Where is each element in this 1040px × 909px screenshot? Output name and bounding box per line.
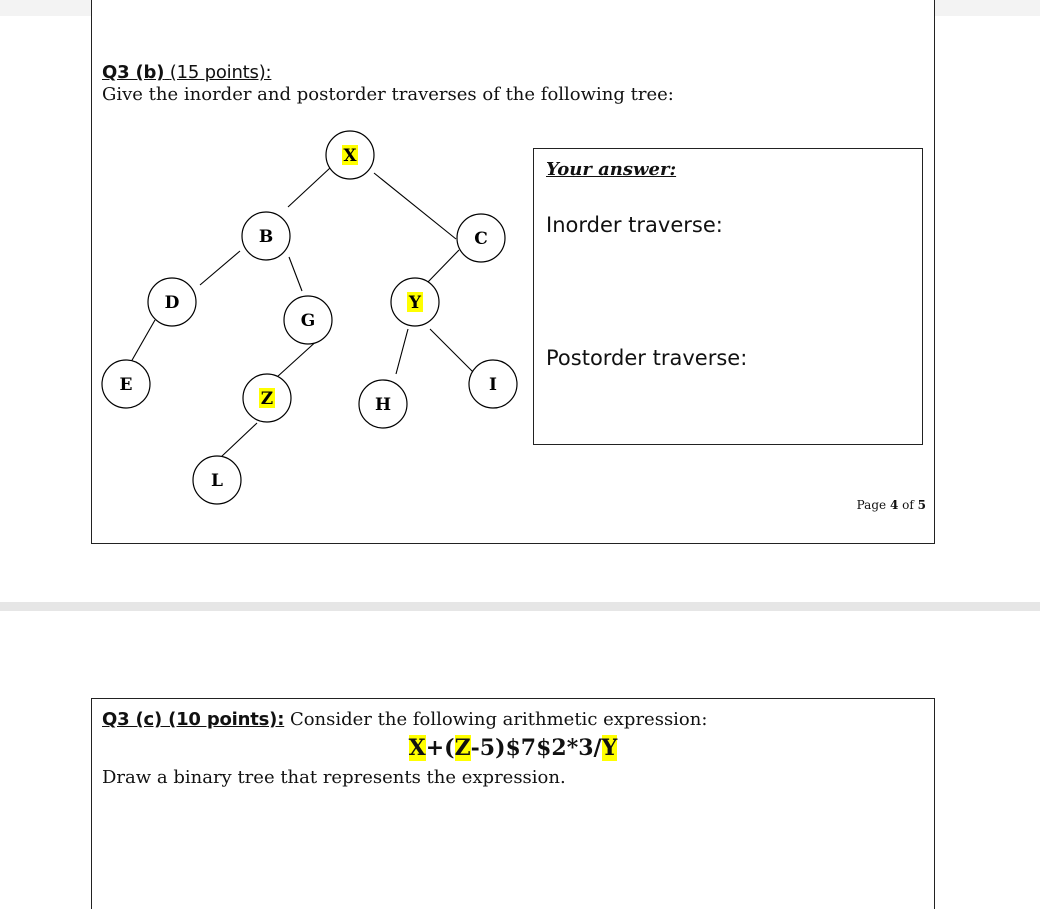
q3c-prompt: Consider the following arithmetic expression: bbox=[289, 709, 708, 730]
edge-y-h bbox=[396, 329, 408, 374]
edge-z-l bbox=[221, 423, 257, 457]
edge-y-i bbox=[430, 329, 476, 375]
tree-node-d bbox=[148, 278, 196, 326]
tree-node-h bbox=[359, 380, 407, 428]
tree-node-e bbox=[102, 360, 150, 408]
svg-text:H: H bbox=[374, 395, 392, 415]
svg-text:X: X bbox=[343, 146, 357, 166]
tree-node-i bbox=[469, 360, 517, 408]
edge-c-y bbox=[427, 250, 459, 283]
answer-box bbox=[533, 148, 923, 445]
page-number: Page 4 of 5 bbox=[856, 498, 926, 512]
svg-text:B: B bbox=[258, 227, 274, 247]
tree-node-x bbox=[326, 131, 374, 179]
edge-x-c bbox=[374, 173, 456, 239]
tree-node-c bbox=[457, 214, 505, 262]
svg-text:E: E bbox=[119, 375, 133, 395]
q3b-heading: Q3 (b) (15 points): bbox=[102, 62, 272, 83]
tree-node-b bbox=[242, 212, 290, 260]
arithmetic-expression: X+(Z-5)$7$2*3/Y bbox=[408, 735, 618, 761]
postorder-label: Postorder traverse: bbox=[546, 346, 748, 370]
tree-node-y bbox=[391, 278, 439, 326]
document-page-5 bbox=[91, 698, 935, 909]
q3b-instruction: Give the inorder and postorder traverses of the following tree: bbox=[102, 84, 674, 105]
svg-text:C: C bbox=[474, 229, 488, 249]
tree-node-g bbox=[284, 296, 332, 344]
inorder-label: Inorder traverse: bbox=[546, 213, 723, 237]
edge-b-d bbox=[200, 251, 240, 285]
svg-text:G: G bbox=[300, 311, 316, 331]
page-separator bbox=[0, 602, 1040, 611]
q3c-heading-line bbox=[102, 709, 707, 730]
svg-text:I: I bbox=[489, 375, 497, 395]
document-page-4 bbox=[91, 0, 935, 544]
q3c-instruction: Draw a binary tree that represents the expression. bbox=[102, 767, 566, 788]
answer-title: Your answer: bbox=[546, 159, 677, 180]
tree-node-z bbox=[243, 374, 291, 422]
svg-text:Z: Z bbox=[260, 389, 274, 409]
tree-node-l bbox=[193, 456, 241, 504]
svg-text:D: D bbox=[164, 293, 180, 313]
svg-text:Y: Y bbox=[408, 293, 422, 313]
svg-text:L: L bbox=[211, 471, 223, 491]
edge-x-b bbox=[288, 168, 330, 207]
q3c-heading: Q3 (c) (10 points): bbox=[102, 709, 285, 730]
edge-b-g bbox=[289, 257, 302, 291]
